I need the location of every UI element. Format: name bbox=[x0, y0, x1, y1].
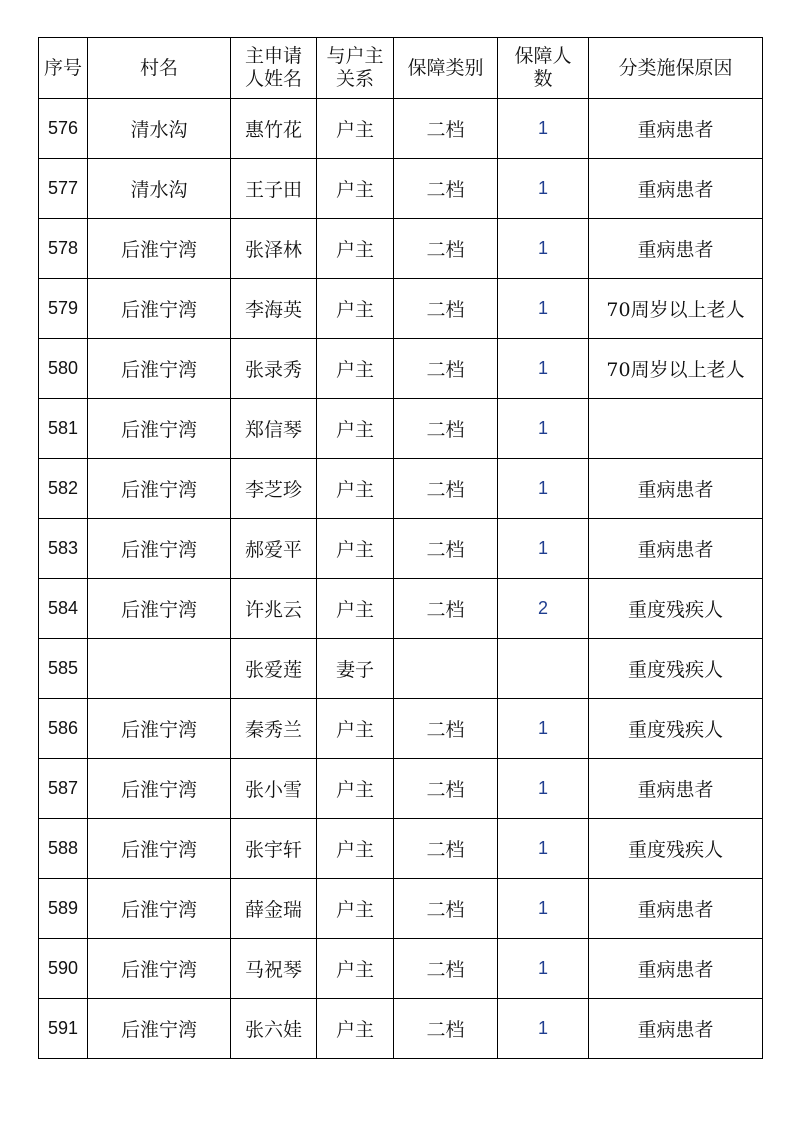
header-applicant-line2: 人姓名 bbox=[244, 68, 302, 90]
cell-no: 577 bbox=[39, 159, 88, 219]
cell-reason: 重病患者 bbox=[589, 219, 763, 279]
cell-relation: 户主 bbox=[317, 819, 394, 879]
cell-no: 581 bbox=[39, 399, 88, 459]
cell-name: 张小雪 bbox=[231, 759, 317, 819]
cell-no: 588 bbox=[39, 819, 88, 879]
cell-name: 许兆云 bbox=[231, 579, 317, 639]
cell-relation: 户主 bbox=[317, 219, 394, 279]
table-row bbox=[39, 159, 763, 219]
cell-count: 1 bbox=[498, 519, 589, 579]
cell-name: 秦秀兰 bbox=[231, 699, 317, 759]
cell-village: 后淮宁湾 bbox=[88, 879, 231, 939]
cell-no: 584 bbox=[39, 579, 88, 639]
cell-category: 二档 bbox=[394, 99, 498, 159]
cell-no: 579 bbox=[39, 279, 88, 339]
cell-name: 张爱莲 bbox=[231, 639, 317, 699]
cell-relation: 户主 bbox=[317, 279, 394, 339]
cell-count: 1 bbox=[498, 339, 589, 399]
table-header bbox=[39, 38, 763, 99]
cell-village: 后淮宁湾 bbox=[88, 219, 231, 279]
table-row bbox=[39, 399, 763, 459]
header-count-line1: 保障人 bbox=[514, 45, 572, 67]
cell-name: 李海英 bbox=[231, 279, 317, 339]
header-count-line2: 数 bbox=[533, 68, 553, 90]
cell-reason: 重病患者 bbox=[589, 879, 763, 939]
cell-village: 清水沟 bbox=[88, 159, 231, 219]
table-row bbox=[39, 579, 763, 639]
cell-category: 二档 bbox=[394, 699, 498, 759]
cell-village: 后淮宁湾 bbox=[88, 399, 231, 459]
cell-relation: 户主 bbox=[317, 879, 394, 939]
cell-relation: 妻子 bbox=[317, 639, 394, 699]
cell-count: 1 bbox=[498, 879, 589, 939]
header-relation-line1: 与户主 bbox=[326, 45, 384, 67]
cell-village: 后淮宁湾 bbox=[88, 939, 231, 999]
cell-reason: 重度残疾人 bbox=[589, 819, 763, 879]
cell-no: 585 bbox=[39, 639, 88, 699]
table-row bbox=[39, 99, 763, 159]
table-row bbox=[39, 819, 763, 879]
cell-category bbox=[394, 639, 498, 699]
cell-no: 582 bbox=[39, 459, 88, 519]
cell-category: 二档 bbox=[394, 519, 498, 579]
cell-reason: 70周岁以上老人 bbox=[589, 279, 763, 339]
table-row bbox=[39, 939, 763, 999]
cell-reason: 重度残疾人 bbox=[589, 579, 763, 639]
cell-category: 二档 bbox=[394, 399, 498, 459]
cell-relation: 户主 bbox=[317, 399, 394, 459]
cell-count: 1 bbox=[498, 459, 589, 519]
header-village: 村名 bbox=[88, 38, 231, 99]
table-row bbox=[39, 879, 763, 939]
cell-no: 583 bbox=[39, 519, 88, 579]
cell-name: 郝爱平 bbox=[231, 519, 317, 579]
table-row bbox=[39, 459, 763, 519]
cell-reason: 重病患者 bbox=[589, 999, 763, 1059]
cell-category: 二档 bbox=[394, 939, 498, 999]
cell-no: 589 bbox=[39, 879, 88, 939]
cell-village: 后淮宁湾 bbox=[88, 519, 231, 579]
cell-count: 1 bbox=[498, 219, 589, 279]
cell-village: 清水沟 bbox=[88, 99, 231, 159]
cell-village: 后淮宁湾 bbox=[88, 819, 231, 879]
cell-village: 后淮宁湾 bbox=[88, 459, 231, 519]
cell-name: 马祝琴 bbox=[231, 939, 317, 999]
cell-relation: 户主 bbox=[317, 159, 394, 219]
cell-name: 薛金瑞 bbox=[231, 879, 317, 939]
header-count bbox=[498, 38, 589, 99]
cell-relation: 户主 bbox=[317, 939, 394, 999]
cell-reason: 重病患者 bbox=[589, 99, 763, 159]
cell-category: 二档 bbox=[394, 279, 498, 339]
cell-category: 二档 bbox=[394, 159, 498, 219]
cell-count: 2 bbox=[498, 579, 589, 639]
cell-village: 后淮宁湾 bbox=[88, 759, 231, 819]
table-row bbox=[39, 639, 763, 699]
cell-count bbox=[498, 639, 589, 699]
table-row bbox=[39, 339, 763, 399]
cell-count: 1 bbox=[498, 159, 589, 219]
cell-reason: 重度残疾人 bbox=[589, 639, 763, 699]
cell-name: 王子田 bbox=[231, 159, 317, 219]
cell-relation: 户主 bbox=[317, 759, 394, 819]
cell-category: 二档 bbox=[394, 879, 498, 939]
cell-name: 张录秀 bbox=[231, 339, 317, 399]
cell-reason: 重病患者 bbox=[589, 759, 763, 819]
cell-category: 二档 bbox=[394, 579, 498, 639]
table-row bbox=[39, 279, 763, 339]
cell-count: 1 bbox=[498, 939, 589, 999]
header-reason: 分类施保原因 bbox=[589, 38, 763, 99]
header-applicant-line1: 主申请 bbox=[244, 45, 302, 67]
cell-count: 1 bbox=[498, 699, 589, 759]
cell-name: 惠竹花 bbox=[231, 99, 317, 159]
cell-relation: 户主 bbox=[317, 999, 394, 1059]
cell-reason: 重病患者 bbox=[589, 519, 763, 579]
header-relation bbox=[317, 38, 394, 99]
cell-count: 1 bbox=[498, 759, 589, 819]
cell-name: 郑信琴 bbox=[231, 399, 317, 459]
cell-count: 1 bbox=[498, 279, 589, 339]
cell-village: 后淮宁湾 bbox=[88, 699, 231, 759]
cell-no: 576 bbox=[39, 99, 88, 159]
header-relation-line2: 关系 bbox=[335, 68, 374, 90]
cell-reason: 重度残疾人 bbox=[589, 699, 763, 759]
table-body bbox=[39, 99, 763, 1059]
cell-reason: 重病患者 bbox=[589, 159, 763, 219]
cell-count: 1 bbox=[498, 819, 589, 879]
cell-count: 1 bbox=[498, 99, 589, 159]
cell-category: 二档 bbox=[394, 819, 498, 879]
cell-relation: 户主 bbox=[317, 699, 394, 759]
cell-relation: 户主 bbox=[317, 579, 394, 639]
header-category: 保障类别 bbox=[394, 38, 498, 99]
cell-name: 张泽林 bbox=[231, 219, 317, 279]
table-row bbox=[39, 219, 763, 279]
cell-village: 后淮宁湾 bbox=[88, 579, 231, 639]
cell-reason bbox=[589, 399, 763, 459]
assistance-roster-table bbox=[38, 37, 763, 1059]
cell-name: 张宇轩 bbox=[231, 819, 317, 879]
cell-category: 二档 bbox=[394, 339, 498, 399]
cell-category: 二档 bbox=[394, 459, 498, 519]
cell-relation: 户主 bbox=[317, 339, 394, 399]
cell-name: 张六娃 bbox=[231, 999, 317, 1059]
cell-relation: 户主 bbox=[317, 459, 394, 519]
cell-no: 591 bbox=[39, 999, 88, 1059]
cell-name: 李芝珍 bbox=[231, 459, 317, 519]
cell-category: 二档 bbox=[394, 999, 498, 1059]
cell-reason: 重病患者 bbox=[589, 459, 763, 519]
header-no: 序号 bbox=[39, 38, 88, 99]
cell-relation: 户主 bbox=[317, 99, 394, 159]
cell-village: 后淮宁湾 bbox=[88, 999, 231, 1059]
cell-reason: 70周岁以上老人 bbox=[589, 339, 763, 399]
cell-no: 587 bbox=[39, 759, 88, 819]
cell-reason: 重病患者 bbox=[589, 939, 763, 999]
cell-count: 1 bbox=[498, 399, 589, 459]
cell-category: 二档 bbox=[394, 759, 498, 819]
cell-no: 580 bbox=[39, 339, 88, 399]
cell-village bbox=[88, 639, 231, 699]
table-row bbox=[39, 999, 763, 1059]
header-row bbox=[39, 38, 763, 99]
cell-category: 二档 bbox=[394, 219, 498, 279]
cell-no: 590 bbox=[39, 939, 88, 999]
table-row bbox=[39, 759, 763, 819]
cell-relation: 户主 bbox=[317, 519, 394, 579]
cell-count: 1 bbox=[498, 999, 589, 1059]
table-row bbox=[39, 699, 763, 759]
cell-no: 578 bbox=[39, 219, 88, 279]
table-row bbox=[39, 519, 763, 579]
cell-village: 后淮宁湾 bbox=[88, 279, 231, 339]
header-applicant bbox=[231, 38, 317, 99]
cell-no: 586 bbox=[39, 699, 88, 759]
cell-village: 后淮宁湾 bbox=[88, 339, 231, 399]
